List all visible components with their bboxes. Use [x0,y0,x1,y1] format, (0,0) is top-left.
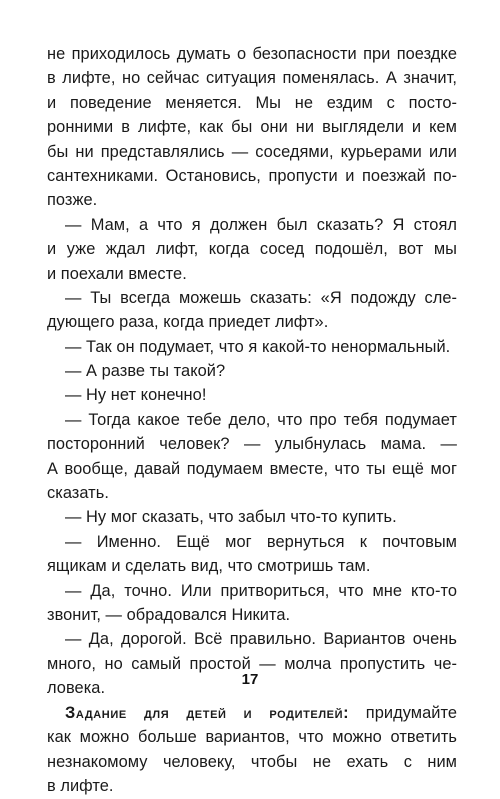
text-line: звонит, — обрадовался Никита. [47,605,291,624]
text-line: ящикам и сделать вид, что смотришь там. [47,557,371,576]
dialogue-line: — Да, дорогой. Всё правильно. Вариантов очень [65,630,457,649]
text-line: и поведение меняется. Мы не ездим с посто- [47,93,457,112]
dialogue-line: — А разве ты такой? [65,362,226,381]
text-line: ловека. [47,679,106,698]
text-line: позже. [47,191,98,210]
text-line: и уже ждал лифт, когда сосед подошёл, вот мы [47,240,457,259]
text-line: не приходилось думать о безопасности при поездке [47,45,457,63]
task-title: Задание для детей и родителей: [65,703,350,722]
text-line: сантехниками. Остановись, пропусти и поезжай по- [47,166,457,185]
text-line: и поехали вместе. [47,264,187,283]
page-number: 17 [241,671,259,688]
text-line: много, но самый простой — молча пропустить че- [47,654,457,673]
task-first-line [47,701,457,726]
task-block [47,701,457,799]
dialogue-line: — Ну нет конечно! [65,386,207,405]
text-line: сказать. [47,484,109,503]
dialogue-line: — Тогда какое тебе дело, что про тебя подумает [65,410,457,429]
dialogue-line: — Ну мог сказать, что забыл что-то купить. [65,508,397,527]
dialogue-line: — Так он подумает, что я какой-то ненормальный. [65,337,451,356]
task-line: как можно больше вариантов, что можно ответить [47,728,457,747]
text-line: посторонний человек? — улыбнулась мама. — [47,435,457,454]
text-line: бы ни представлялись — соседями, курьерами или [47,142,457,161]
task-line: в лифте. [47,777,114,796]
dialogue-line: — Да, точно. Или притвориться, что мне кто-то [65,581,457,600]
text-line: дующего раза, когда приедет лифт». [47,313,329,332]
text-line: в лифте, но сейчас ситуация поменялась. А значит, [47,69,457,88]
task-first-line-text: придумайте [349,703,457,722]
dialogue-line: — Ты всегда можешь сказать: «Я подожду сле- [65,288,457,307]
dialogue-line: — Мам, а что я должен был сказать? Я стоял [65,215,457,234]
task-line: незнакомому человеку, чтобы не ехать с ним [47,752,457,771]
text-line: А вообще, давай подумаем вместе, что ты ещё мог [47,459,457,478]
text-line: ронними в лифте, как бы они ни выглядели и кем [47,118,457,137]
dialogue-line: — Именно. Ещё мог вернуться к почтовым [65,532,457,551]
